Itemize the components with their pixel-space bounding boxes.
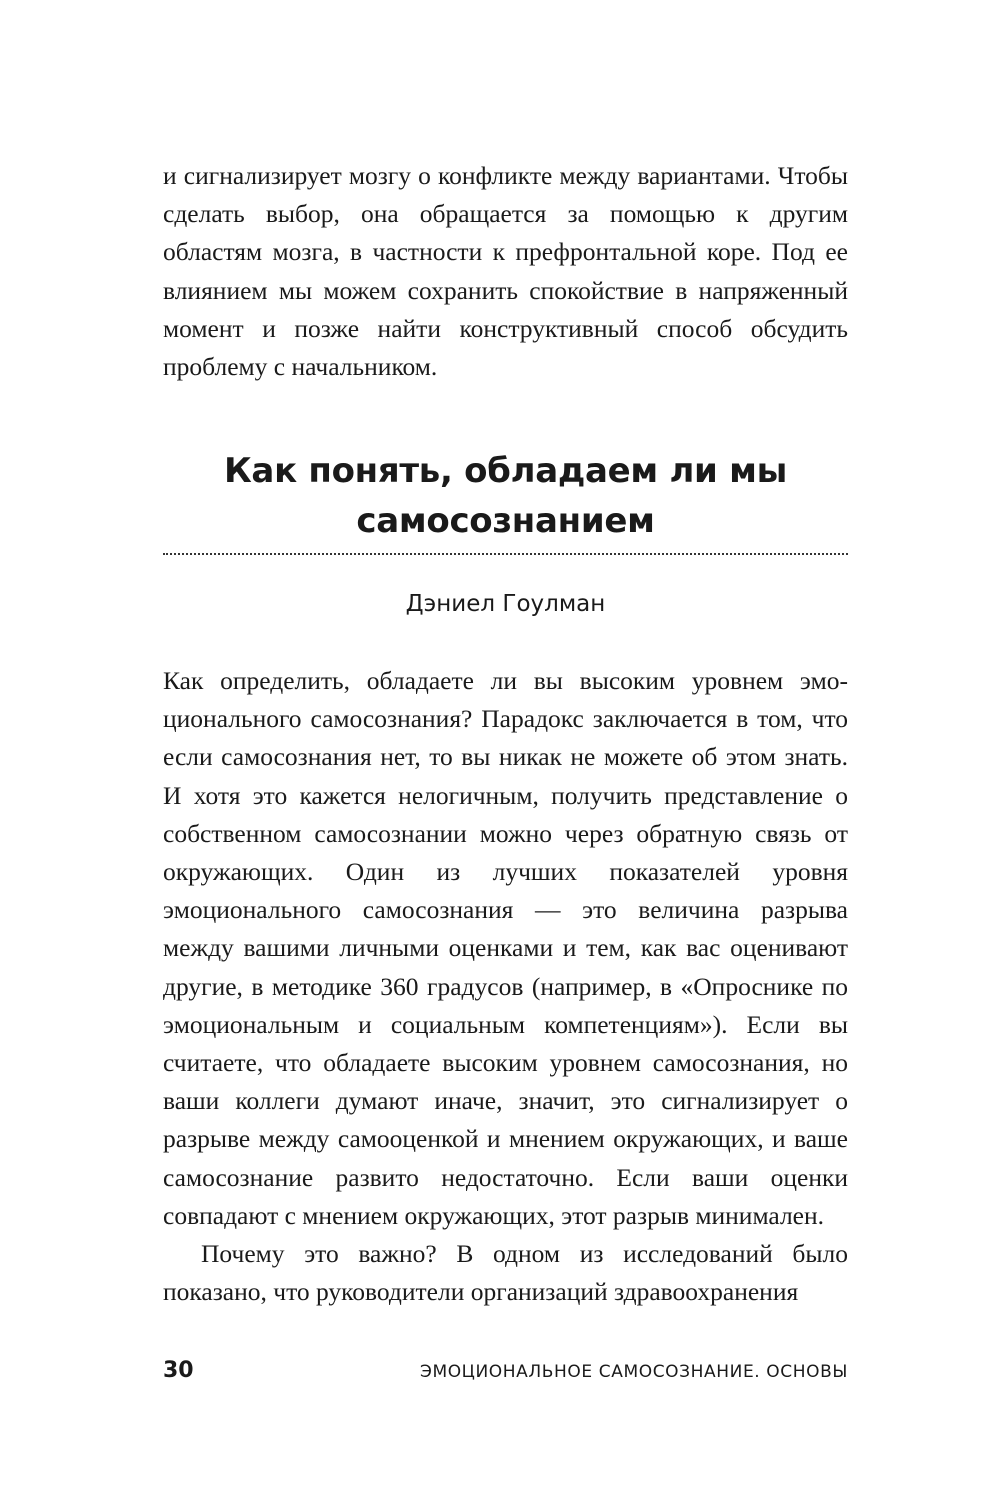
article-body [163, 662, 848, 1311]
page-footer [163, 1357, 848, 1387]
section-author: Дэниел Гоулман [405, 591, 606, 617]
body-paragraph-2: Почему это важно? В одном из исследований было показано, что руководители организаций здравоохранения [163, 1239, 848, 1307]
body-paragraph-1: Как определить, обладаете ли вы высоким уровнем эмоционального самосознания? Парадокс заключается в том, что если самосознания нет, то вы никак не можете об этом знать. И хотя это кажется нелогичным, получить представление о собственном самосознании можно через обратную связь от окружающих. Один из лучших показателей уровня эмоционального самосознания — это величина разрыва между вашими личными оценками и тем, как вас оценивают другие, в методике 360 градусов (например, в «Опроснике по эмоциональным и социальным компетенциям»). Если вы считаете, что обладаете высоким уровнем самосознания, но ваши коллеги думают иначе, значит, это сигнализирует о разрыве между самооценкой и мнением окружающих, и ваше самосознание развито недостаточно. Если ваши оценки совпадают с мнением окружающих, этот разрыв минимален. [163, 666, 848, 1230]
page-number: 30 [163, 1358, 194, 1383]
continued-paragraph: и сигнализирует мозгу о конфликте между вариантами. Чтобы сделать выбор, она обращается за помощью к другим областям мозга, в частности к префронтальной коре. Под ее влиянием мы можем сохранить спокойствие в напряженный момент и позже найти конструктивный способ обсудить проблему с начальником. [163, 161, 848, 382]
dotted-divider [163, 553, 848, 555]
continued-paragraph-block [163, 157, 848, 386]
running-head: ЭМОЦИОНАЛЬНОЕ САМОСОЗНАНИЕ. ОСНОВЫ [419, 1362, 848, 1382]
section-title: Как понять, обладаем ли мы самосознанием [223, 451, 788, 541]
